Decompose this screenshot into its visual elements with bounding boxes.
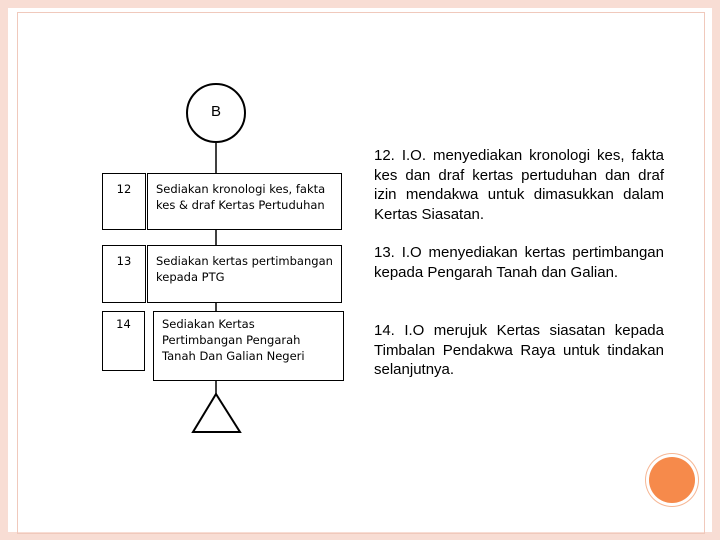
step-number-text: 12 (116, 182, 132, 196)
step-text: Sediakan Kertas Pertimbangan Pengarah Tanah Dan Galian Negeri (162, 317, 305, 364)
explanation-12: 12. I.O. menyediakan kronologi kes, fakta kes dan draf kertas pertuduhan dan draf izin mendakwa untuk dimasukkan dalam Kertas Siasatan. (374, 147, 664, 223)
explanation-14: 14. I.O merujuk Kertas siasatan kepada Timbalan Pendakwa Raya untuk tindakan selanjutnya. (374, 322, 664, 378)
off-page-connector (186, 83, 246, 143)
explanation-13: 13. I.O menyediakan kertas pertimbangan kepada Pengarah Tanah dan Galian. (374, 244, 664, 281)
decorative-orange-circle (649, 457, 695, 503)
step-text: Sediakan kronologi kes, fakta kes & draf Kertas Pertuduhan (156, 182, 326, 213)
end-triangle (193, 394, 240, 432)
step-number-text: 14 (116, 317, 131, 331)
step-box-14 (153, 311, 344, 381)
step-number-13 (102, 245, 146, 303)
connector-label: B (210, 103, 221, 120)
step-box-12 (147, 173, 342, 230)
step-text: Sediakan kertas pertimbangan kepada PTG (156, 254, 333, 285)
step-number-text: 13 (116, 254, 132, 268)
step-number-14 (102, 311, 145, 371)
step-box-13 (147, 245, 342, 303)
step-number-12 (102, 173, 146, 230)
